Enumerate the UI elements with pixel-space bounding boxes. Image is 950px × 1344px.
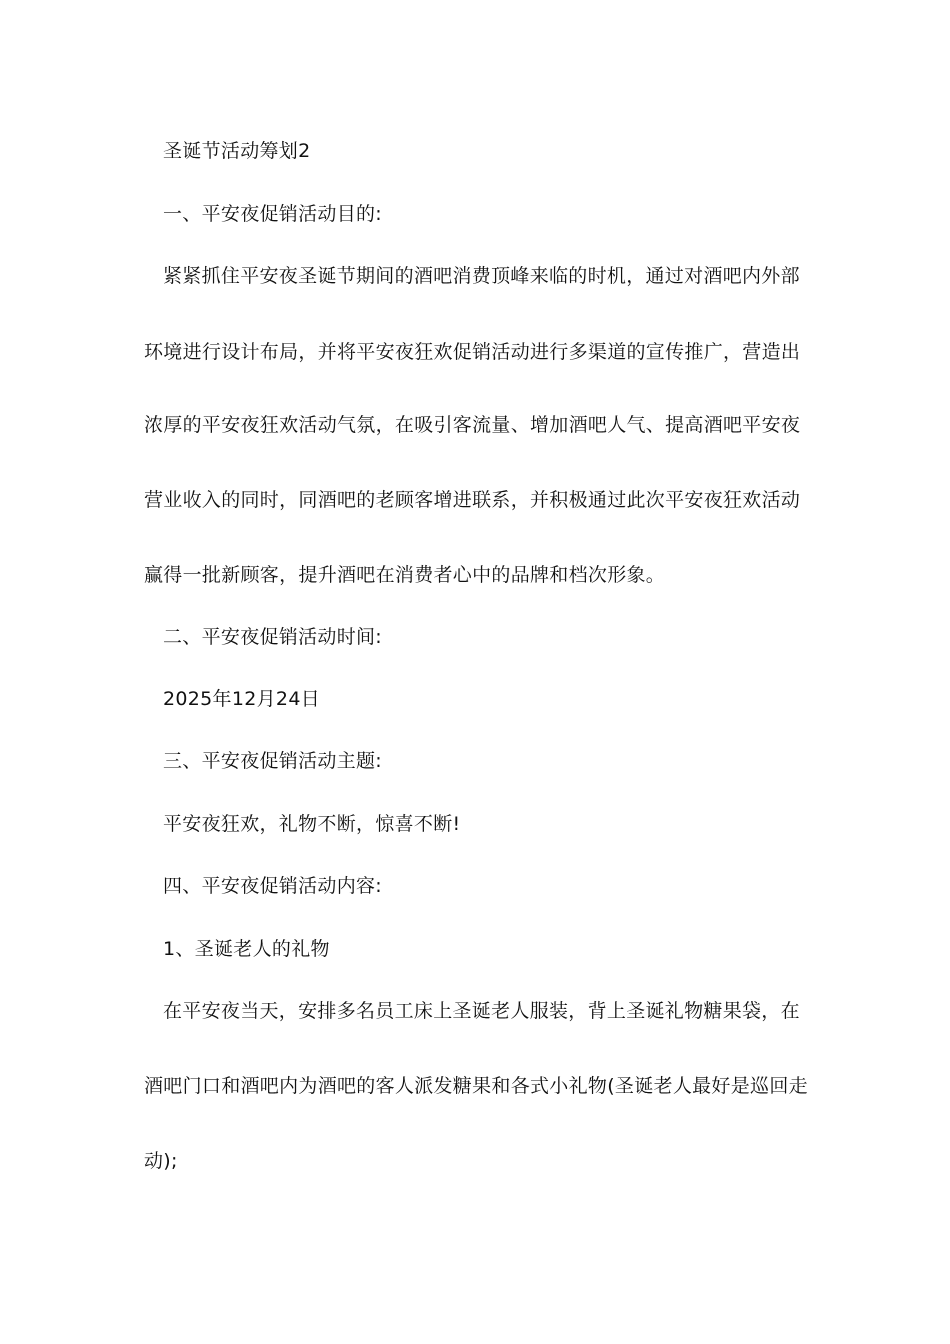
- item-1-line-2: 酒吧门口和酒吧内为酒吧的客人派发糖果和各式小礼物(圣诞老人最好是巡回走: [144, 1075, 808, 1097]
- section-1-paragraph-line-5: 赢得一批新顾客，提升酒吧在消费者心中的品牌和档次形象。: [144, 564, 666, 586]
- item-1-title: 1、圣诞老人的礼物: [163, 938, 330, 960]
- section-1-paragraph-line-1: 紧紧抓住平安夜圣诞节期间的酒吧消费顶峰来临的时机，通过对酒吧内外部: [163, 265, 800, 287]
- section-4-heading: 四、平安夜促销活动内容:: [163, 875, 383, 897]
- item-1-line-3: 动);: [144, 1150, 178, 1172]
- event-date: 2025年12月24日: [163, 688, 321, 710]
- section-2-heading: 二、平安夜促销活动时间:: [163, 626, 383, 648]
- item-1-line-1: 在平安夜当天，安排多名员工床上圣诞老人服装，背上圣诞礼物糖果袋，在: [163, 1000, 800, 1022]
- section-3-heading: 三、平安夜促销活动主题:: [163, 750, 383, 772]
- section-1-heading: 一、平安夜促销活动目的:: [163, 203, 383, 225]
- section-1-paragraph-line-3: 浓厚的平安夜狂欢活动气氛，在吸引客流量、增加酒吧人气、提高酒吧平安夜: [144, 414, 801, 436]
- section-1-paragraph-line-2: 环境进行设计布局，并将平安夜狂欢促销活动进行多渠道的宣传推广，营造出: [144, 341, 801, 363]
- event-theme: 平安夜狂欢，礼物不断，惊喜不断!: [163, 813, 461, 835]
- document-title: 圣诞节活动筹划2: [163, 140, 311, 162]
- section-1-paragraph-line-4: 营业收入的同时，同酒吧的老顾客增进联系，并积极通过此次平安夜狂欢活动: [144, 489, 801, 511]
